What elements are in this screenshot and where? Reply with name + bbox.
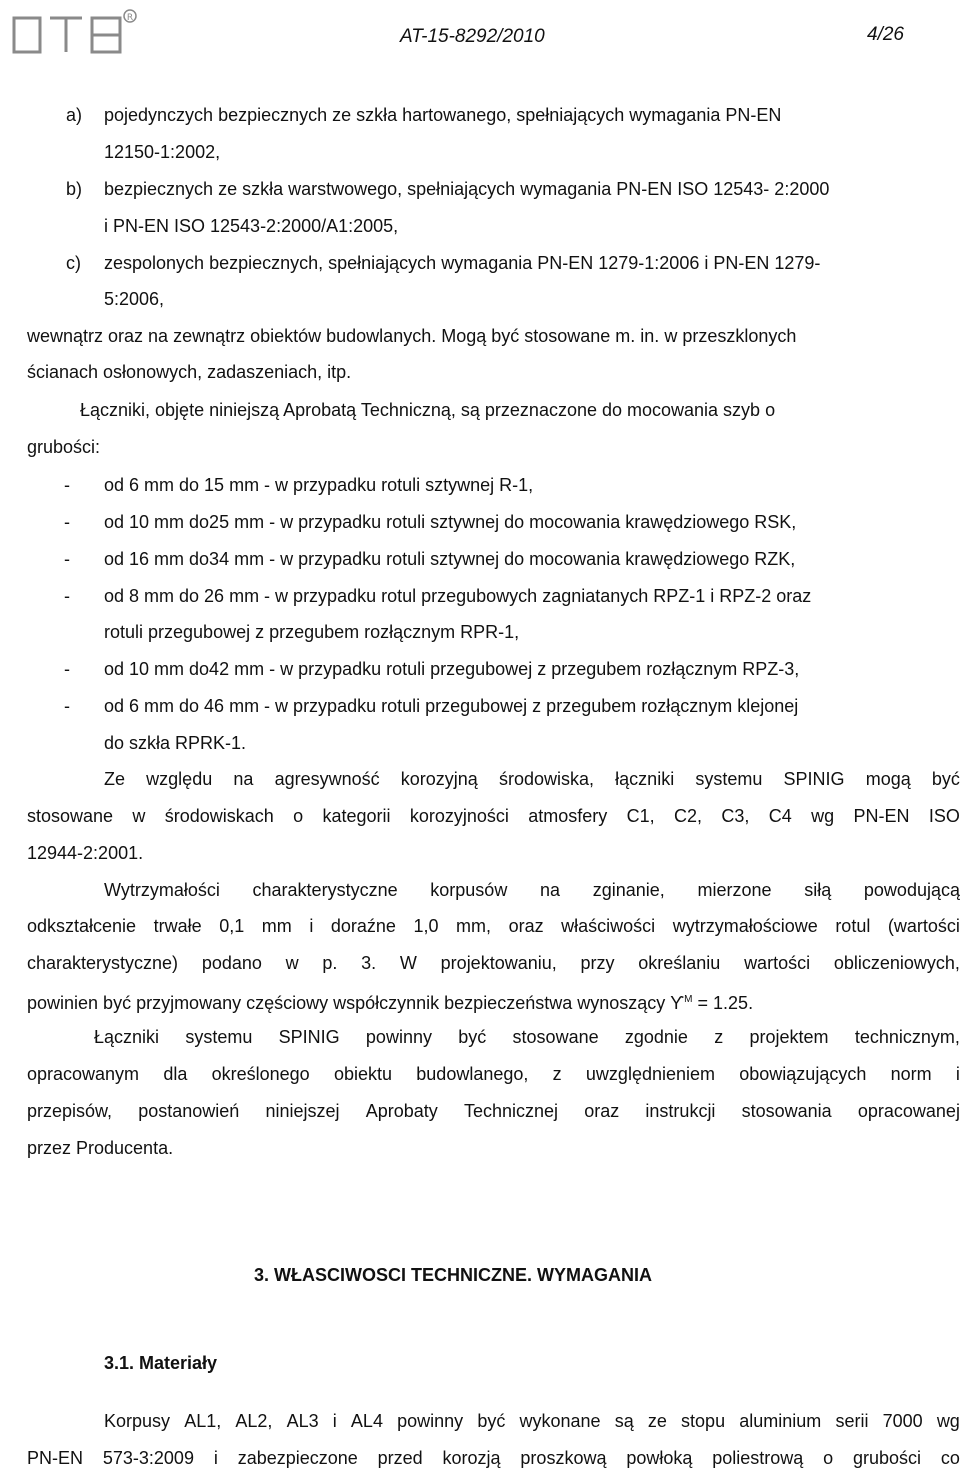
word: obiektu xyxy=(333,1064,393,1084)
word: wg xyxy=(936,1411,960,1431)
word: i xyxy=(309,916,314,936)
dash-bullet: - xyxy=(64,659,70,679)
dash-bullet: - xyxy=(64,586,70,606)
word: 0,1 xyxy=(219,916,245,936)
word: AL4 xyxy=(350,1411,383,1431)
word: kategorii xyxy=(322,806,391,826)
word: niniejszej xyxy=(265,1101,340,1121)
page-number: 4/26 xyxy=(867,24,904,45)
word: rotul xyxy=(835,916,871,936)
word: grubości xyxy=(853,1448,922,1468)
dash-item: od 10 mm do25 mm - w przypadku rotuli sztywnej do mocowania krawędziowego RSK, xyxy=(104,512,797,532)
paragraph-line: grubości: xyxy=(27,437,101,457)
dash-item: do szkła RPRK-1. xyxy=(104,733,247,753)
list-item-text: bezpiecznych ze szkła warstwowego, spełniających wymagania PN-EN ISO 12543- 2:2000 xyxy=(104,179,830,199)
word: względu xyxy=(146,769,213,789)
word: co xyxy=(940,1448,960,1468)
word: być xyxy=(477,1411,506,1431)
word: oraz xyxy=(584,1101,620,1121)
word: właściwości xyxy=(561,916,656,936)
word: dla xyxy=(163,1064,188,1084)
dash-bullet: - xyxy=(64,512,70,532)
word: korpusów xyxy=(430,880,508,900)
word: doraźne xyxy=(330,916,396,936)
word: podano xyxy=(201,953,262,973)
paragraph-line xyxy=(27,1063,960,1085)
word: technicznym, xyxy=(854,1027,960,1047)
word: są xyxy=(614,1411,634,1431)
word: systemu xyxy=(695,769,763,789)
word: proszkową xyxy=(520,1448,607,1468)
word: C2, xyxy=(674,806,703,826)
word: projektowaniu, xyxy=(440,953,557,973)
word: w xyxy=(132,806,146,826)
word: charakterystyczne) xyxy=(27,953,179,973)
word: mierzone xyxy=(697,880,772,900)
word: aluminium xyxy=(739,1411,822,1431)
word: norm xyxy=(890,1064,932,1084)
word: SPINIG xyxy=(278,1027,340,1047)
word: 7000 xyxy=(882,1411,923,1431)
list-label-b: b) xyxy=(66,179,83,199)
word: powinny xyxy=(365,1027,432,1047)
word: oraz xyxy=(508,916,544,936)
word: Łączniki xyxy=(94,1027,160,1047)
word: przy xyxy=(580,953,615,973)
word: Technicznej xyxy=(463,1101,559,1121)
dash-item: od 8 mm do 26 mm - w przypadku rotul przegubowych zagniatanych RPZ-1 i RPZ-2 oraz xyxy=(104,586,812,606)
paragraph-line: 12944-2:2001. xyxy=(27,843,144,863)
paragraph-line xyxy=(94,1026,960,1048)
word: stopu xyxy=(681,1411,726,1431)
word: środowiska, xyxy=(498,769,595,789)
list-item-text: pojedynczych bezpiecznych ze szkła hartowanego, spełniających wymagania PN-EN xyxy=(104,105,782,125)
word: zginanie, xyxy=(592,880,665,900)
line-text: powinien być przyjmowany częściowy współczynnik bezpieczeństwa wynoszący xyxy=(27,993,671,1013)
word: zgodnie xyxy=(624,1027,688,1047)
word: powinny xyxy=(397,1411,464,1431)
list-item-text: 5:2006, xyxy=(104,289,165,309)
word: mm, xyxy=(456,916,492,936)
word: siłą xyxy=(804,880,832,900)
word: wg xyxy=(811,806,835,826)
word: określaniu xyxy=(638,953,721,973)
dash-item: od 6 mm do 15 mm - w przypadku rotuli sztywnej R-1, xyxy=(104,475,534,495)
document-body xyxy=(27,0,960,1472)
word: Ze xyxy=(104,769,126,789)
gamma-symbol: Ƴ xyxy=(670,993,685,1013)
word: Aprobaty xyxy=(365,1101,438,1121)
word: stosowane xyxy=(512,1027,599,1047)
word: opracowanej xyxy=(857,1101,960,1121)
word: zabezpieczone xyxy=(237,1448,358,1468)
paragraph-line xyxy=(27,952,960,974)
word: być xyxy=(931,769,960,789)
paragraph-line: Łączniki, objęte niniejszą Aprobatą Techniczną, są przeznaczone do mocowania szyb o xyxy=(80,400,776,420)
word: określonego xyxy=(211,1064,310,1084)
word: i xyxy=(332,1411,337,1431)
word: wartości xyxy=(744,953,811,973)
word: stosowania xyxy=(741,1101,832,1121)
word: powodującą xyxy=(863,880,960,900)
paragraph-line-safety-factor xyxy=(27,989,753,1014)
word: łączniki xyxy=(615,769,675,789)
word: z xyxy=(714,1027,724,1047)
dash-bullet: - xyxy=(64,696,70,716)
word: wytrzymałościowe xyxy=(672,916,818,936)
word: o xyxy=(293,806,304,826)
section-heading-3-1: 3.1. Materiały xyxy=(104,1353,218,1373)
dash-bullet: - xyxy=(64,475,70,495)
word: obowiązujących xyxy=(739,1064,867,1084)
paragraph-line: przez Producenta. xyxy=(27,1138,174,1158)
word: AL2, xyxy=(235,1411,273,1431)
word: AL1, xyxy=(184,1411,222,1431)
word: (wartości xyxy=(887,916,960,936)
dash-item: od 10 mm do42 mm - w przypadku rotuli przegubowej z przegubem rozłącznym RPZ-3, xyxy=(104,659,800,679)
word: ISO xyxy=(928,806,960,826)
word: systemu xyxy=(185,1027,253,1047)
word: na xyxy=(233,769,254,789)
svg-text:R: R xyxy=(126,13,134,23)
word: w xyxy=(285,953,299,973)
dash-item: od 16 mm do34 mm - w przypadku rotuli sztywnej do mocowania krawędziowego RZK, xyxy=(104,549,796,569)
word: p. xyxy=(322,953,338,973)
word: AL3 xyxy=(286,1411,319,1431)
paragraph-line xyxy=(104,879,960,901)
dash-item: rotuli przegubowej z przegubem rozłącznym RPR-1, xyxy=(104,622,520,642)
word: instrukcji xyxy=(645,1101,716,1121)
word: 3. xyxy=(361,953,377,973)
line-text: = 1.25. xyxy=(692,993,754,1013)
word: przed xyxy=(377,1448,423,1468)
paragraph-line xyxy=(27,915,960,937)
paragraph-line: ścianach osłonowych, zadaszeniach, itp. xyxy=(27,362,352,382)
word: SPINIG xyxy=(783,769,845,789)
paragraph-line xyxy=(104,768,960,790)
word: trwałe xyxy=(153,916,202,936)
word: obliczeniowych, xyxy=(833,953,960,973)
word: Korpusy xyxy=(104,1411,171,1431)
word: o xyxy=(823,1448,834,1468)
gamma-subscript: M xyxy=(684,994,693,1005)
word: i xyxy=(213,1448,218,1468)
word: stosowane xyxy=(27,806,114,826)
word: C3, xyxy=(721,806,750,826)
list-item-text: zespolonych bezpiecznych, spełniających wymagania PN-EN 1279-1:2006 i PN-EN 1279- xyxy=(104,253,821,273)
word: korozyjną xyxy=(400,769,478,789)
paragraph-line xyxy=(104,1410,960,1432)
paragraph-line xyxy=(27,805,960,827)
list-item-text: 12150-1:2002, xyxy=(104,142,221,162)
paragraph-line xyxy=(27,1100,960,1122)
word: C4 xyxy=(768,806,792,826)
word: 1,0 xyxy=(413,916,439,936)
word: atmosfery xyxy=(528,806,608,826)
word: odkształcenie xyxy=(27,916,137,936)
word: być xyxy=(458,1027,487,1047)
word: budowlanego, xyxy=(416,1064,529,1084)
word: 573-3:2009 xyxy=(102,1448,194,1468)
word: korozyjności xyxy=(409,806,509,826)
word: W xyxy=(399,953,417,973)
word: charakterystyczne xyxy=(252,880,398,900)
list-label-c: c) xyxy=(66,253,81,273)
word: i xyxy=(955,1064,960,1084)
word: z xyxy=(552,1064,562,1084)
word: środowiskach xyxy=(164,806,274,826)
list-label-a: a) xyxy=(66,105,83,125)
word: projektem xyxy=(749,1027,829,1047)
word: uwzględnieniem xyxy=(585,1064,715,1084)
document-id: AT-15-8292/2010 xyxy=(400,26,545,47)
paragraph-line: wewnątrz oraz na zewnątrz obiektów budowlanych. Mogą być stosowane m. in. w przeszklonych xyxy=(27,326,797,346)
paragraph-line xyxy=(27,1447,960,1469)
word: agresywność xyxy=(274,769,380,789)
dash-bullet: - xyxy=(64,549,70,569)
word: mm xyxy=(261,916,292,936)
section-heading-3: 3. WŁASCIWOSCI TECHNICZNE. WYMAGANIA xyxy=(254,1265,652,1285)
word: na xyxy=(540,880,561,900)
word: PN-EN xyxy=(853,806,910,826)
word: poliestrową xyxy=(712,1448,804,1468)
word: C1, xyxy=(626,806,655,826)
word: Wytrzymałości xyxy=(104,880,220,900)
word: postanowień xyxy=(138,1101,240,1121)
word: serii xyxy=(835,1411,869,1431)
list-item-text: i PN-EN ISO 12543-2:2000/A1:2005, xyxy=(104,216,399,236)
word: mogą xyxy=(865,769,911,789)
word: PN-EN xyxy=(27,1448,84,1468)
word: powłoką xyxy=(626,1448,693,1468)
word: korozją xyxy=(442,1448,501,1468)
word: wykonane xyxy=(519,1411,601,1431)
word: opracowanym xyxy=(27,1064,140,1084)
word: przepisów, xyxy=(27,1101,113,1121)
word: ze xyxy=(647,1411,667,1431)
dash-item: od 6 mm do 46 mm - w przypadku rotuli przegubowej z przegubem rozłącznym klejonej xyxy=(104,696,799,716)
